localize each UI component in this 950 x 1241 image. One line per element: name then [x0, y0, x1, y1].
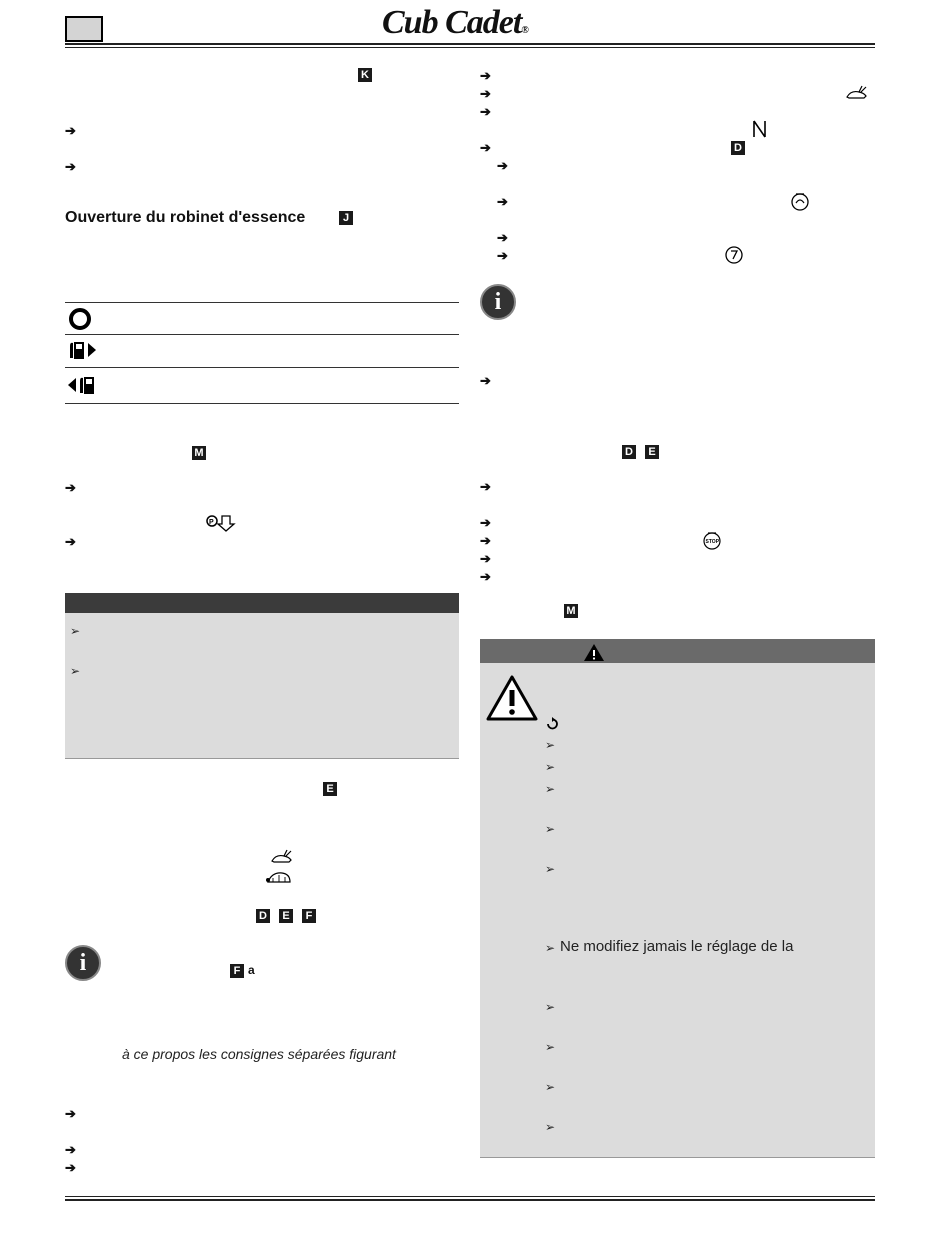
table-rule [65, 334, 459, 335]
figure-ref-d: D [622, 445, 636, 459]
triangle-bullet-icon: ➢ [545, 862, 556, 876]
arrow-right-icon: ➔ [65, 1160, 76, 1175]
arrow-right-icon: ➔ [480, 569, 491, 584]
warning-bullet-text: Ne modifiez jamais le réglage de la [560, 938, 794, 955]
stop-icon [702, 530, 722, 550]
valve-closed-icon [67, 306, 93, 332]
header-rule-thin [65, 47, 875, 48]
header-rule [65, 43, 875, 45]
table-rule [65, 367, 459, 368]
warning-triangle-icon [583, 643, 605, 662]
arrow-right-icon: ➔ [480, 104, 491, 119]
arrow-right-icon: ➔ [65, 534, 76, 549]
figure-ref-d: D [256, 909, 270, 923]
arrow-right-icon: ➔ [497, 158, 508, 173]
language-tab [65, 16, 103, 42]
arrow-right-icon: ➔ [480, 68, 491, 83]
figure-ref-f: F [230, 964, 244, 978]
svg-text:STOP: STOP [705, 539, 720, 545]
italic-reference-text: à ce propos les consignes séparées figurant [122, 1046, 396, 1062]
triangle-bullet-icon: ➢ [545, 1120, 556, 1134]
arrow-right-icon: ➔ [497, 248, 508, 263]
warning-box-header [480, 639, 875, 663]
fuel-tank-right-icon [67, 338, 99, 362]
choke-icon [790, 190, 810, 212]
warning-box [480, 639, 875, 1157]
triangle-bullet-icon: ➢ [70, 624, 81, 638]
neutral-icon [752, 119, 768, 139]
figure-ref-f: F [302, 909, 316, 923]
circular-arrow-bullet-icon [545, 717, 559, 731]
triangle-bullet-icon: ➢ [70, 664, 81, 678]
arrow-right-icon: ➔ [480, 373, 491, 388]
arrow-right-icon: ➔ [65, 1106, 76, 1121]
triangle-bullet-icon: ➢ [545, 760, 556, 774]
arrow-right-icon: ➔ [65, 480, 76, 495]
figure-ref-k: K [358, 68, 372, 82]
arrow-right-icon: ➔ [65, 159, 76, 174]
triangle-bullet-icon: ➢ [545, 822, 556, 836]
figure-ref-m: M [192, 446, 206, 460]
arrow-right-icon: ➔ [497, 194, 508, 209]
figure-ref-e: E [279, 909, 293, 923]
triangle-bullet-icon: ➢ [545, 738, 556, 752]
triangle-bullet-icon: ➢ [545, 941, 556, 955]
triangle-bullet-icon: ➢ [545, 1040, 556, 1054]
rabbit-icon [270, 849, 294, 865]
arrow-right-icon: ➔ [480, 86, 491, 101]
figure-ref-e: E [323, 782, 337, 796]
info-icon: i [480, 284, 516, 320]
parking-brake-icon [206, 514, 238, 532]
note-box-rule [65, 758, 459, 759]
triangle-bullet-icon: ➢ [545, 1000, 556, 1014]
footer-rule [65, 1199, 875, 1201]
arrow-right-icon: ➔ [480, 140, 491, 155]
arrow-right-icon: ➔ [65, 123, 76, 138]
footer-rule-thin [65, 1196, 875, 1197]
fuel-valve-heading: Ouverture du robinet d'essence [65, 209, 306, 226]
figure-ref-suffix: a [248, 963, 255, 977]
note-box-header [65, 593, 459, 613]
arrow-right-icon: ➔ [480, 479, 491, 494]
note-box [65, 593, 459, 758]
figure-ref-j: J [339, 211, 353, 225]
arrow-right-icon: ➔ [480, 515, 491, 530]
turtle-icon [264, 870, 294, 886]
start-icon [724, 245, 744, 265]
warning-triangle-icon [486, 674, 538, 722]
arrow-right-icon: ➔ [65, 1142, 76, 1157]
triangle-bullet-icon: ➢ [545, 1080, 556, 1094]
arrow-right-icon: ➔ [480, 551, 491, 566]
triangle-bullet-icon: ➢ [545, 782, 556, 796]
figure-ref-e: E [645, 445, 659, 459]
rabbit-icon [845, 84, 869, 102]
info-icon: i [65, 945, 101, 981]
fuel-tank-left-icon [67, 373, 99, 397]
brand-logo: Cub Cadet® [382, 4, 528, 41]
arrow-right-icon: ➔ [480, 533, 491, 548]
table-rule [65, 403, 459, 404]
arrow-right-icon: ➔ [497, 230, 508, 245]
figure-ref-m: M [564, 604, 578, 618]
svg-text:P: P [209, 519, 214, 526]
table-rule [65, 302, 459, 303]
warning-box-rule [480, 1157, 875, 1158]
figure-ref-d: D [731, 141, 745, 155]
